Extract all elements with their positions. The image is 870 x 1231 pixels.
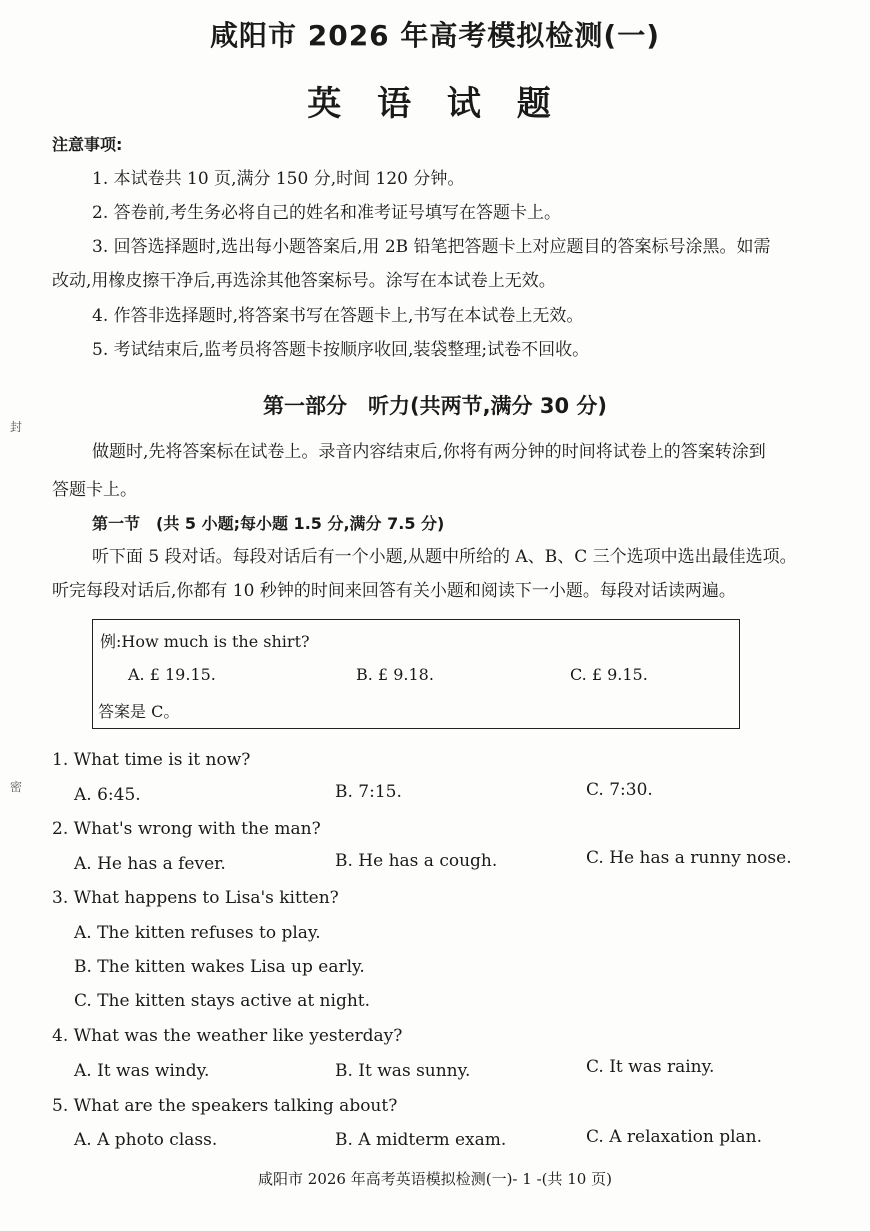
option-c: C. A relaxation plan. xyxy=(586,1127,763,1147)
binding-margin-mark: 封 xyxy=(10,420,23,434)
notice-heading: 注意事项: xyxy=(52,135,123,154)
section-directions-continued: 听完每段对话后,你都有 10 秒钟的时间来回答有关小题和阅读下一小题。每段对话读两遍。 xyxy=(52,581,736,601)
question-1: 1. What time is it now? xyxy=(52,750,251,770)
notice-item-continued: 改动,用橡皮擦干净后,再选涂其他答案标号。涂写在本试卷上无效。 xyxy=(52,271,556,291)
option-b: B. It was sunny. xyxy=(335,1061,471,1081)
exam-title: 咸阳市 2026 年高考模拟检测(一) xyxy=(209,19,661,52)
notice-item: 1. 本试卷共 10 页,满分 150 分,时间 120 分钟。 xyxy=(92,169,465,189)
option-a: A. It was windy. xyxy=(74,1061,210,1081)
option-b: B. 7:15. xyxy=(335,782,402,802)
notice-item: 2. 答卷前,考生务必将自己的姓名和准考证号填写在答题卡上。 xyxy=(92,203,562,223)
option-c: C. He has a runny nose. xyxy=(586,848,792,868)
notice-item: 3. 回答选择题时,选出每小题答案后,用 2B 铅笔把答题卡上对应题目的答案标号涂黑。如需 xyxy=(92,237,771,257)
option-a: A. 6:45. xyxy=(74,785,141,805)
part-intro: 做题时,先将答案标在试卷上。录音内容结束后,你将有两分钟的时间将试卷上的答案转涂到 xyxy=(92,442,766,462)
subject-title: 英 语 试 题 xyxy=(307,84,563,124)
section-directions: 听下面 5 段对话。每段对话后有一个小题,从题中所给的 A、B、C 三个选项中选出最佳选项。 xyxy=(92,547,797,567)
question-2: 2. What's wrong with the man? xyxy=(52,819,321,839)
option-b: B. He has a cough. xyxy=(335,851,498,871)
question-5: 5. What are the speakers talking about? xyxy=(52,1096,398,1116)
example-option: C. £ 9.15. xyxy=(570,665,648,684)
option-a: A. A photo class. xyxy=(74,1130,218,1150)
notice-item: 4. 作答非选择题时,将答案书写在答题卡上,书写在本试卷上无效。 xyxy=(92,306,584,326)
part-intro-continued: 答题卡上。 xyxy=(52,480,137,500)
example-question: 例:How much is the shirt? xyxy=(100,632,310,651)
option-c: C. The kitten stays active at night. xyxy=(74,991,371,1011)
option-a: A. The kitten refuses to play. xyxy=(74,923,321,943)
section-title: 第一节 (共 5 小题;每小题 1.5 分,满分 7.5 分) xyxy=(92,514,445,533)
part-title: 第一部分 听力(共两节,满分 30 分) xyxy=(262,394,608,418)
option-c: C. It was rainy. xyxy=(586,1057,715,1077)
page-footer: 咸阳市 2026 年高考英语模拟检测(一)- 1 -(共 10 页) xyxy=(258,1170,612,1188)
example-option: B. £ 9.18. xyxy=(356,665,434,684)
notice-item: 5. 考试结束后,监考员将答题卡按顺序收回,装袋整理;试卷不回收。 xyxy=(92,340,590,360)
option-b: B. A midterm exam. xyxy=(335,1130,507,1150)
question-4: 4. What was the weather like yesterday? xyxy=(52,1026,403,1046)
option-b: B. The kitten wakes Lisa up early. xyxy=(74,957,365,977)
example-option: A. £ 19.15. xyxy=(128,665,216,684)
example-answer: 答案是 C。 xyxy=(98,702,180,721)
option-a: A. He has a fever. xyxy=(74,854,226,874)
binding-margin-mark: 密 xyxy=(10,780,23,794)
option-c: C. 7:30. xyxy=(586,780,653,800)
question-3: 3. What happens to Lisa's kitten? xyxy=(52,888,339,908)
